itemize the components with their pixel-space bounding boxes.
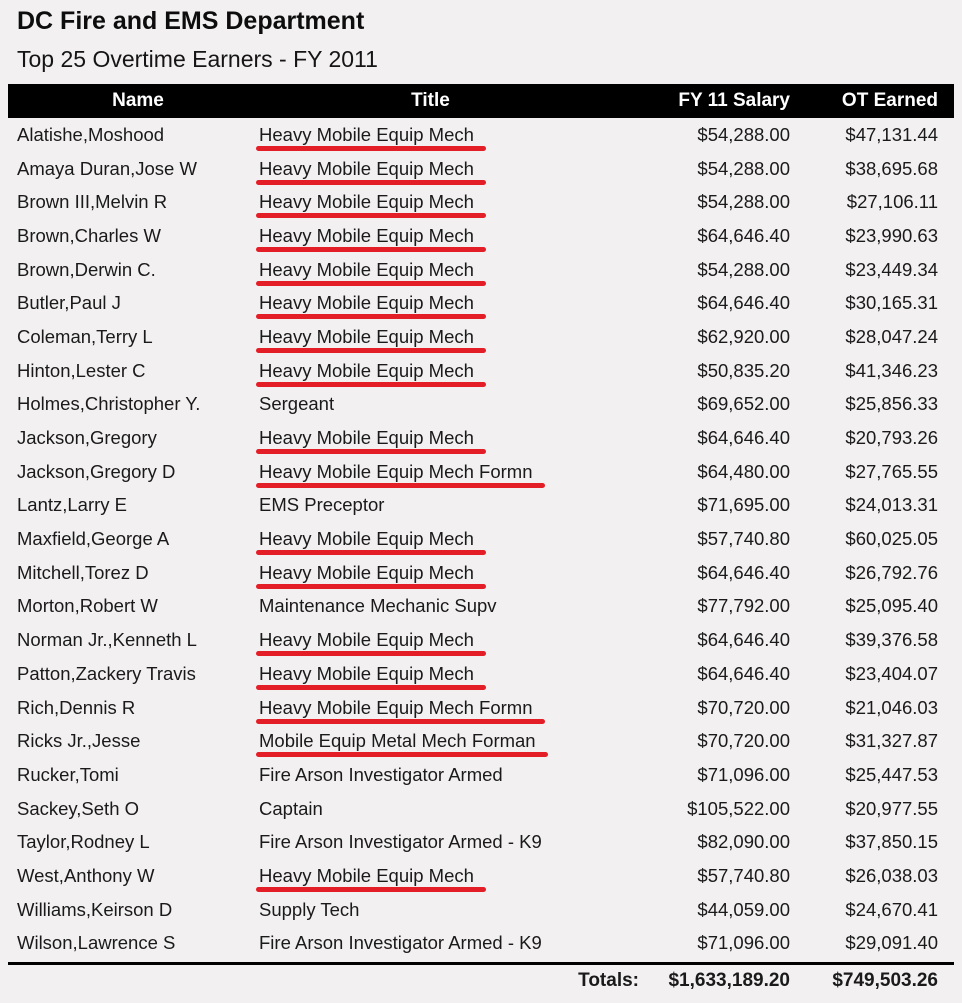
fy11-salary-cell: $62,920.00 (697, 325, 790, 347)
totals-ot-earned: $749,503.26 (832, 969, 938, 991)
employee-name-cell: Lantz,Larry E (17, 494, 128, 516)
fy11-salary-cell: $54,288.00 (697, 157, 790, 179)
employee-title-cell: Captain (259, 797, 323, 819)
table-row (8, 556, 954, 590)
ot-earned-cell: $41,346.23 (845, 359, 938, 381)
table-row (8, 455, 954, 489)
employee-title-cell: Heavy Mobile Equip Mech (259, 325, 474, 347)
employee-name-cell: West,Anthony W (17, 864, 155, 886)
employee-name-cell: Brown,Derwin C. (17, 258, 156, 280)
column-header-name: Name (112, 90, 164, 111)
employee-name-cell: Brown III,Melvin R (17, 191, 168, 213)
ot-earned-cell: $37,850.15 (845, 831, 938, 853)
ot-earned-cell: $25,095.40 (845, 595, 938, 617)
employee-title-cell: Fire Arson Investigator Armed (259, 763, 503, 785)
employee-title-cell: Heavy Mobile Equip Mech (259, 561, 474, 583)
table-row (8, 354, 954, 388)
employee-title-cell: EMS Preceptor (259, 494, 385, 516)
employee-title-cell: Fire Arson Investigator Armed - K9 (259, 932, 542, 954)
column-header-title: Title (411, 90, 450, 111)
fy11-salary-cell: $71,695.00 (697, 494, 790, 516)
fy11-salary-cell: $64,646.40 (697, 292, 790, 314)
employee-name-cell: Wilson,Lawrence S (17, 932, 176, 954)
ot-earned-cell: $21,046.03 (845, 696, 938, 718)
employee-name-cell: Holmes,Christopher Y. (17, 393, 201, 415)
ot-earned-cell: $47,131.44 (845, 123, 938, 145)
ot-earned-cell: $31,327.87 (845, 730, 938, 752)
ot-earned-cell: $38,695.68 (845, 157, 938, 179)
employee-name-cell: Norman Jr.,Kenneth L (17, 629, 197, 651)
fy11-salary-cell: $64,646.40 (697, 561, 790, 583)
employee-name-cell: Jackson,Gregory D (17, 460, 176, 482)
employee-name-cell: Taylor,Rodney L (17, 831, 150, 853)
employee-title-cell: Heavy Mobile Equip Mech (259, 191, 474, 213)
table-row (8, 253, 954, 287)
fy11-salary-cell: $50,835.20 (697, 359, 790, 381)
table-row (8, 489, 954, 523)
fy11-salary-cell: $44,059.00 (697, 898, 790, 920)
employee-name-cell: Alatishe,Moshood (17, 123, 165, 145)
fy11-salary-cell: $54,288.00 (697, 191, 790, 213)
ot-earned-cell: $39,376.58 (845, 629, 938, 651)
table-row (8, 657, 954, 691)
fy11-salary-cell: $64,646.40 (697, 662, 790, 684)
fy11-salary-cell: $57,740.80 (697, 528, 790, 550)
table-row (8, 219, 954, 253)
employee-title-cell: Mobile Equip Metal Mech Forman (259, 730, 536, 752)
fy11-salary-cell: $71,096.00 (697, 932, 790, 954)
fy11-salary-cell: $54,288.00 (697, 123, 790, 145)
employee-name-cell: Ricks Jr.,Jesse (17, 730, 141, 752)
employee-title-cell: Maintenance Mechanic Supv (259, 595, 497, 617)
fy11-salary-cell: $64,646.40 (697, 629, 790, 651)
ot-earned-cell: $25,856.33 (845, 393, 938, 415)
document-page (0, 6, 962, 1003)
employee-name-cell: Sackey,Seth O (17, 797, 140, 819)
fy11-salary-cell: $57,740.80 (697, 864, 790, 886)
column-header-salary: FY 11 Salary (678, 90, 790, 111)
table-row (8, 691, 954, 725)
employee-name-cell: Rucker,Tomi (17, 763, 119, 785)
totals-fy11-salary: $1,633,189.20 (668, 969, 790, 991)
employee-title-cell: Supply Tech (259, 898, 360, 920)
fy11-salary-cell: $71,096.00 (697, 763, 790, 785)
table-body (0, 118, 962, 960)
employee-name-cell: Coleman,Terry L (17, 325, 153, 347)
table-row (8, 623, 954, 657)
employee-name-cell: Amaya Duran,Jose W (17, 157, 197, 179)
ot-earned-cell: $29,091.40 (845, 932, 938, 954)
table-row (8, 388, 954, 422)
table-row (8, 522, 954, 556)
employee-name-cell: Patton,Zackery Travis (17, 662, 196, 684)
table-row (8, 758, 954, 792)
totals-row (8, 965, 954, 996)
ot-earned-cell: $30,165.31 (845, 292, 938, 314)
employee-title-cell: Heavy Mobile Equip Mech (259, 224, 474, 246)
fy11-salary-cell: $77,792.00 (697, 595, 790, 617)
employee-title-cell: Heavy Mobile Equip Mech (259, 662, 474, 684)
employee-title-cell: Sergeant (259, 393, 335, 415)
employee-title-cell: Fire Arson Investigator Armed - K9 (259, 831, 542, 853)
table-row (8, 421, 954, 455)
fy11-salary-cell: $82,090.00 (697, 831, 790, 853)
ot-earned-cell: $27,765.55 (845, 460, 938, 482)
ot-earned-cell: $24,670.41 (845, 898, 938, 920)
ot-earned-cell: $26,792.76 (845, 561, 938, 583)
employee-title-cell: Heavy Mobile Equip Mech (259, 528, 474, 550)
employee-name-cell: Maxfield,George A (17, 528, 170, 550)
ot-earned-cell: $28,047.24 (845, 325, 938, 347)
table-row (8, 185, 954, 219)
fy11-salary-cell: $64,480.00 (697, 460, 790, 482)
employee-title-cell: Heavy Mobile Equip Mech Formn (259, 460, 533, 482)
table-row (8, 927, 954, 961)
employee-title-cell: Heavy Mobile Equip Mech (259, 427, 474, 449)
ot-earned-cell: $23,404.07 (845, 662, 938, 684)
employee-name-cell: Brown,Charles W (17, 224, 161, 246)
employee-title-cell: Heavy Mobile Equip Mech Formn (259, 696, 533, 718)
table-row (8, 893, 954, 927)
column-header-ot-earned: OT Earned (841, 90, 938, 111)
ot-earned-cell: $27,106.11 (846, 191, 938, 213)
ot-earned-cell: $23,990.63 (845, 224, 938, 246)
ot-earned-cell: $24,013.31 (845, 494, 938, 516)
fy11-salary-cell: $64,646.40 (697, 224, 790, 246)
table-header (8, 84, 954, 118)
ot-earned-cell: $25,447.53 (845, 763, 938, 785)
employee-title-cell: Heavy Mobile Equip Mech (259, 359, 474, 381)
fy11-salary-cell: $54,288.00 (697, 258, 790, 280)
employee-title-cell: Heavy Mobile Equip Mech (259, 258, 474, 280)
ot-earned-cell: $20,793.26 (845, 427, 938, 449)
employee-title-cell: Heavy Mobile Equip Mech (259, 123, 474, 145)
table-row (8, 590, 954, 624)
ot-earned-cell: $23,449.34 (845, 258, 938, 280)
fy11-salary-cell: $70,720.00 (697, 730, 790, 752)
table-row (8, 320, 954, 354)
page-title: DC Fire and EMS Department (17, 7, 365, 35)
employee-name-cell: Williams,Keirson D (17, 898, 173, 920)
table-row (8, 792, 954, 826)
ot-earned-cell: $26,038.03 (845, 864, 938, 886)
fy11-salary-cell: $69,652.00 (697, 393, 790, 415)
table-row (8, 152, 954, 186)
table-row (8, 118, 954, 152)
table-row (8, 724, 954, 758)
employee-title-cell: Heavy Mobile Equip Mech (259, 629, 474, 651)
employee-name-cell: Butler,Paul J (17, 292, 121, 314)
fy11-salary-cell: $64,646.40 (697, 427, 790, 449)
ot-earned-cell: $20,977.55 (845, 797, 938, 819)
employee-name-cell: Rich,Dennis R (17, 696, 136, 718)
employee-name-cell: Morton,Robert W (17, 595, 158, 617)
employee-name-cell: Hinton,Lester C (17, 359, 146, 381)
table-row (8, 859, 954, 893)
employee-title-cell: Heavy Mobile Equip Mech (259, 157, 474, 179)
employee-name-cell: Mitchell,Torez D (17, 561, 149, 583)
employee-title-cell: Heavy Mobile Equip Mech (259, 292, 474, 314)
employee-title-cell: Heavy Mobile Equip Mech (259, 864, 474, 886)
ot-earned-cell: $60,025.05 (845, 528, 938, 550)
table-row (8, 825, 954, 859)
page-subtitle: Top 25 Overtime Earners - FY 2011 (17, 46, 378, 72)
totals-label: Totals: (578, 969, 639, 991)
fy11-salary-cell: $70,720.00 (697, 696, 790, 718)
table-row (8, 286, 954, 320)
fy11-salary-cell: $105,522.00 (687, 797, 790, 819)
employee-name-cell: Jackson,Gregory (17, 427, 157, 449)
